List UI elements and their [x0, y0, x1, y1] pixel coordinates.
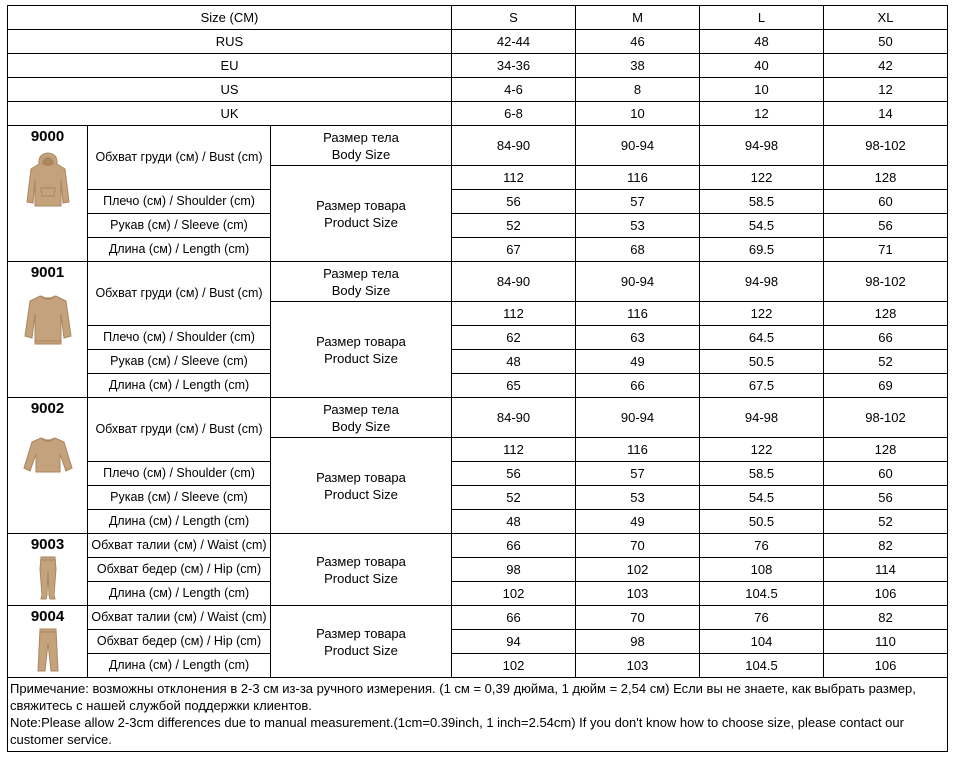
length-value: 69: [824, 374, 948, 398]
shoulder-value: 58.5: [700, 462, 824, 486]
bust-value: 112: [452, 438, 576, 462]
waist-value: 70: [576, 534, 700, 558]
product-size-ru: Размер товара: [316, 197, 406, 213]
body-size-ru: Размер тела: [323, 265, 399, 281]
note-ru: Примечание: возможны отклонения в 2-3 см из-за ручного измерения. (1 см = 0,39 дюйма, 1 дюйм = 2,54 см) Если вы не знаете, как выбрать размер, свяжитесь с нашей службой поддержки клиентов.: [10, 681, 916, 713]
shoulder-value: 57: [576, 462, 700, 486]
waist-value: 82: [824, 534, 948, 558]
bust-label: Обхват груди (см) / Bust (cm): [88, 398, 271, 462]
sleeve-value: 54.5: [700, 214, 824, 238]
conversion-row-eu: [8, 54, 948, 78]
conversion-value: 38: [576, 54, 700, 78]
bust-value: 128: [824, 438, 948, 462]
waist-value: 76: [700, 534, 824, 558]
product-size-en: Product Size: [324, 214, 398, 230]
product-size-ru: Размер товара: [316, 625, 406, 641]
body-size-header: [271, 126, 452, 166]
shoulder-value: 64.5: [700, 326, 824, 350]
body-bust-value: 94-98: [700, 398, 824, 438]
length-value: 65: [452, 374, 576, 398]
body-bust-value: 98-102: [824, 398, 948, 438]
product-9003-waist-row: [8, 534, 948, 558]
length-value: 104.5: [700, 654, 824, 678]
product-9001-sleeve-row: [8, 350, 948, 374]
length-value: 106: [824, 654, 948, 678]
sleeve-label: Рукав (см) / Sleeve (cm): [88, 486, 271, 510]
bust-value: 116: [576, 166, 700, 190]
conversion-label: RUS: [8, 30, 452, 54]
length-value: 52: [824, 510, 948, 534]
body-bust-value: 90-94: [576, 126, 700, 166]
body-size-ru: Размер тела: [323, 401, 399, 417]
hip-value: 98: [452, 558, 576, 582]
product-code: 9002: [30, 400, 65, 417]
conversion-value: 42: [824, 54, 948, 78]
length-value: 102: [452, 654, 576, 678]
length-value: 106: [824, 582, 948, 606]
bust-value: 122: [700, 438, 824, 462]
size-col-l: L: [700, 6, 824, 30]
body-bust-value: 98-102: [824, 262, 948, 302]
length-value: 104.5: [700, 582, 824, 606]
hoodie-icon: [24, 150, 72, 210]
shoulder-label: Плечо (см) / Shoulder (cm): [88, 326, 271, 350]
bust-value: 122: [700, 302, 824, 326]
size-col-m: M: [576, 6, 700, 30]
sleeve-label: Рукав (см) / Sleeve (cm): [88, 350, 271, 374]
sleeve-value: 52: [452, 486, 576, 510]
conversion-value: 40: [700, 54, 824, 78]
note-cell: [8, 678, 948, 752]
product-9002-shoulder-row: [8, 462, 948, 486]
length-value: 67: [452, 238, 576, 262]
length-value: 50.5: [700, 510, 824, 534]
product-code: 9000: [30, 128, 65, 145]
sweatshirt-icon: [23, 286, 73, 348]
hip-value: 98: [576, 630, 700, 654]
product-9004-waist-row: [8, 606, 948, 630]
shoulder-value: 60: [824, 190, 948, 214]
conversion-value: 10: [700, 78, 824, 102]
hip-value: 102: [576, 558, 700, 582]
product-9001-length-row: [8, 374, 948, 398]
jogger-pants-icon: [36, 555, 60, 601]
hip-label: Обхват бедер (см) / Hip (cm): [88, 558, 271, 582]
product-code: 9003: [30, 536, 65, 553]
length-value: 48: [452, 510, 576, 534]
sleeve-value: 52: [452, 214, 576, 238]
sleeve-value: 52: [824, 350, 948, 374]
product-size-header: [271, 302, 452, 398]
product-size-en: Product Size: [324, 570, 398, 586]
length-value: 103: [576, 582, 700, 606]
length-value: 69.5: [700, 238, 824, 262]
length-label: Длина (см) / Length (cm): [88, 510, 271, 534]
conversion-value: 42-44: [452, 30, 576, 54]
bust-value: 116: [576, 302, 700, 326]
size-chart-table: [7, 5, 948, 752]
conversion-value: 48: [700, 30, 824, 54]
length-value: 66: [576, 374, 700, 398]
body-bust-value: 84-90: [452, 398, 576, 438]
body-size-ru: Размер тела: [323, 129, 399, 145]
note-en: Note:Please allow 2-3cm differences due to manual measurement.(1cm=0.39inch, 1 inch=2.54cm) If you don't know how to choose size, please contact our customer service.: [10, 715, 904, 747]
shoulder-value: 62: [452, 326, 576, 350]
sleeve-value: 48: [452, 350, 576, 374]
length-label: Длина (см) / Length (cm): [88, 582, 271, 606]
conversion-value: 8: [576, 78, 700, 102]
body-size-header: [271, 398, 452, 438]
hip-value: 114: [824, 558, 948, 582]
shoulder-value: 56: [452, 190, 576, 214]
body-bust-value: 84-90: [452, 262, 576, 302]
shoulder-value: 58.5: [700, 190, 824, 214]
length-value: 67.5: [700, 374, 824, 398]
product-9000-body-row: [8, 126, 948, 166]
body-bust-value: 90-94: [576, 262, 700, 302]
hip-label: Обхват бедер (см) / Hip (cm): [88, 630, 271, 654]
body-bust-value: 94-98: [700, 262, 824, 302]
cropped-sweatshirt-icon: [22, 422, 74, 482]
body-bust-value: 94-98: [700, 126, 824, 166]
conversion-value: 50: [824, 30, 948, 54]
length-value: 103: [576, 654, 700, 678]
body-size-en: Body Size: [331, 146, 391, 162]
product-9002-body-row: [8, 398, 948, 438]
bust-value: 116: [576, 438, 700, 462]
product-size-header: [271, 534, 452, 606]
body-size-en: Body Size: [331, 282, 391, 298]
product-9004-cell: [8, 606, 88, 678]
product-code: 9001: [30, 264, 65, 281]
sleeve-value: 54.5: [700, 486, 824, 510]
length-label: Длина (см) / Length (cm): [88, 654, 271, 678]
product-size-ru: Размер товара: [316, 469, 406, 485]
bust-value: 112: [452, 302, 576, 326]
product-size-header: [271, 166, 452, 262]
size-label: Size (CM): [8, 6, 452, 30]
bust-value: 112: [452, 166, 576, 190]
conversion-value: 12: [824, 78, 948, 102]
product-code: 9004: [30, 608, 65, 625]
conversion-label: UK: [8, 102, 452, 126]
body-size-header: [271, 262, 452, 302]
length-value: 71: [824, 238, 948, 262]
product-size-ru: Размер товара: [316, 553, 406, 569]
hip-value: 108: [700, 558, 824, 582]
conversion-value: 46: [576, 30, 700, 54]
sleeve-value: 56: [824, 214, 948, 238]
hip-value: 104: [700, 630, 824, 654]
product-size-en: Product Size: [324, 486, 398, 502]
waist-value: 66: [452, 534, 576, 558]
length-label: Длина (см) / Length (cm): [88, 374, 271, 398]
product-size-header: [271, 606, 452, 678]
conversion-value: 34-36: [452, 54, 576, 78]
conversion-value: 4-6: [452, 78, 576, 102]
straight-pants-icon: [35, 627, 61, 673]
bust-value: 128: [824, 302, 948, 326]
conversion-value: 12: [700, 102, 824, 126]
shoulder-label: Плечо (см) / Shoulder (cm): [88, 190, 271, 214]
note-row: [8, 678, 948, 752]
sleeve-label: Рукав (см) / Sleeve (cm): [88, 214, 271, 238]
product-9000-cell: [8, 126, 88, 262]
waist-label: Обхват талии (см) / Waist (cm): [88, 606, 271, 630]
product-size-header: [271, 438, 452, 534]
product-size-ru: Размер товара: [316, 333, 406, 349]
length-label: Длина (см) / Length (cm): [88, 238, 271, 262]
product-9000-sleeve-row: [8, 214, 948, 238]
shoulder-value: 60: [824, 462, 948, 486]
product-9002-sleeve-row: [8, 486, 948, 510]
waist-value: 82: [824, 606, 948, 630]
body-bust-value: 84-90: [452, 126, 576, 166]
bust-label: Обхват груди (см) / Bust (cm): [88, 262, 271, 326]
product-9002-length-row: [8, 510, 948, 534]
shoulder-value: 57: [576, 190, 700, 214]
waist-label: Обхват талии (см) / Waist (cm): [88, 534, 271, 558]
sleeve-value: 56: [824, 486, 948, 510]
hip-value: 94: [452, 630, 576, 654]
size-col-s: S: [452, 6, 576, 30]
body-bust-value: 90-94: [576, 398, 700, 438]
product-9000-length-row: [8, 238, 948, 262]
product-size-en: Product Size: [324, 642, 398, 658]
conversion-label: EU: [8, 54, 452, 78]
sleeve-value: 50.5: [700, 350, 824, 374]
waist-value: 70: [576, 606, 700, 630]
waist-value: 66: [452, 606, 576, 630]
product-9003-cell: [8, 534, 88, 606]
conversion-value: 14: [824, 102, 948, 126]
shoulder-value: 56: [452, 462, 576, 486]
product-9001-shoulder-row: [8, 326, 948, 350]
sleeve-value: 49: [576, 350, 700, 374]
product-9000-shoulder-row: [8, 190, 948, 214]
shoulder-value: 63: [576, 326, 700, 350]
conversion-label: US: [8, 78, 452, 102]
conversion-value: 6-8: [452, 102, 576, 126]
product-9001-cell: [8, 262, 88, 398]
body-bust-value: 98-102: [824, 126, 948, 166]
shoulder-label: Плечо (см) / Shoulder (cm): [88, 462, 271, 486]
bust-value: 122: [700, 166, 824, 190]
product-9003-hip-row: [8, 558, 948, 582]
bust-label: Обхват груди (см) / Bust (cm): [88, 126, 271, 190]
length-value: 68: [576, 238, 700, 262]
waist-value: 76: [700, 606, 824, 630]
length-value: 102: [452, 582, 576, 606]
length-value: 49: [576, 510, 700, 534]
product-9001-body-row: [8, 262, 948, 302]
product-9002-cell: [8, 398, 88, 534]
conversion-row-us: [8, 78, 948, 102]
conversion-row-uk: [8, 102, 948, 126]
product-9004-hip-row: [8, 630, 948, 654]
body-size-en: Body Size: [331, 418, 391, 434]
product-9004-length-row: [8, 654, 948, 678]
sleeve-value: 53: [576, 214, 700, 238]
conversion-value: 10: [576, 102, 700, 126]
sleeve-value: 53: [576, 486, 700, 510]
size-col-xl: XL: [824, 6, 948, 30]
product-size-en: Product Size: [324, 350, 398, 366]
conversion-row-rus: [8, 30, 948, 54]
header-row: [8, 6, 948, 30]
hip-value: 110: [824, 630, 948, 654]
bust-value: 128: [824, 166, 948, 190]
shoulder-value: 66: [824, 326, 948, 350]
product-9003-length-row: [8, 582, 948, 606]
